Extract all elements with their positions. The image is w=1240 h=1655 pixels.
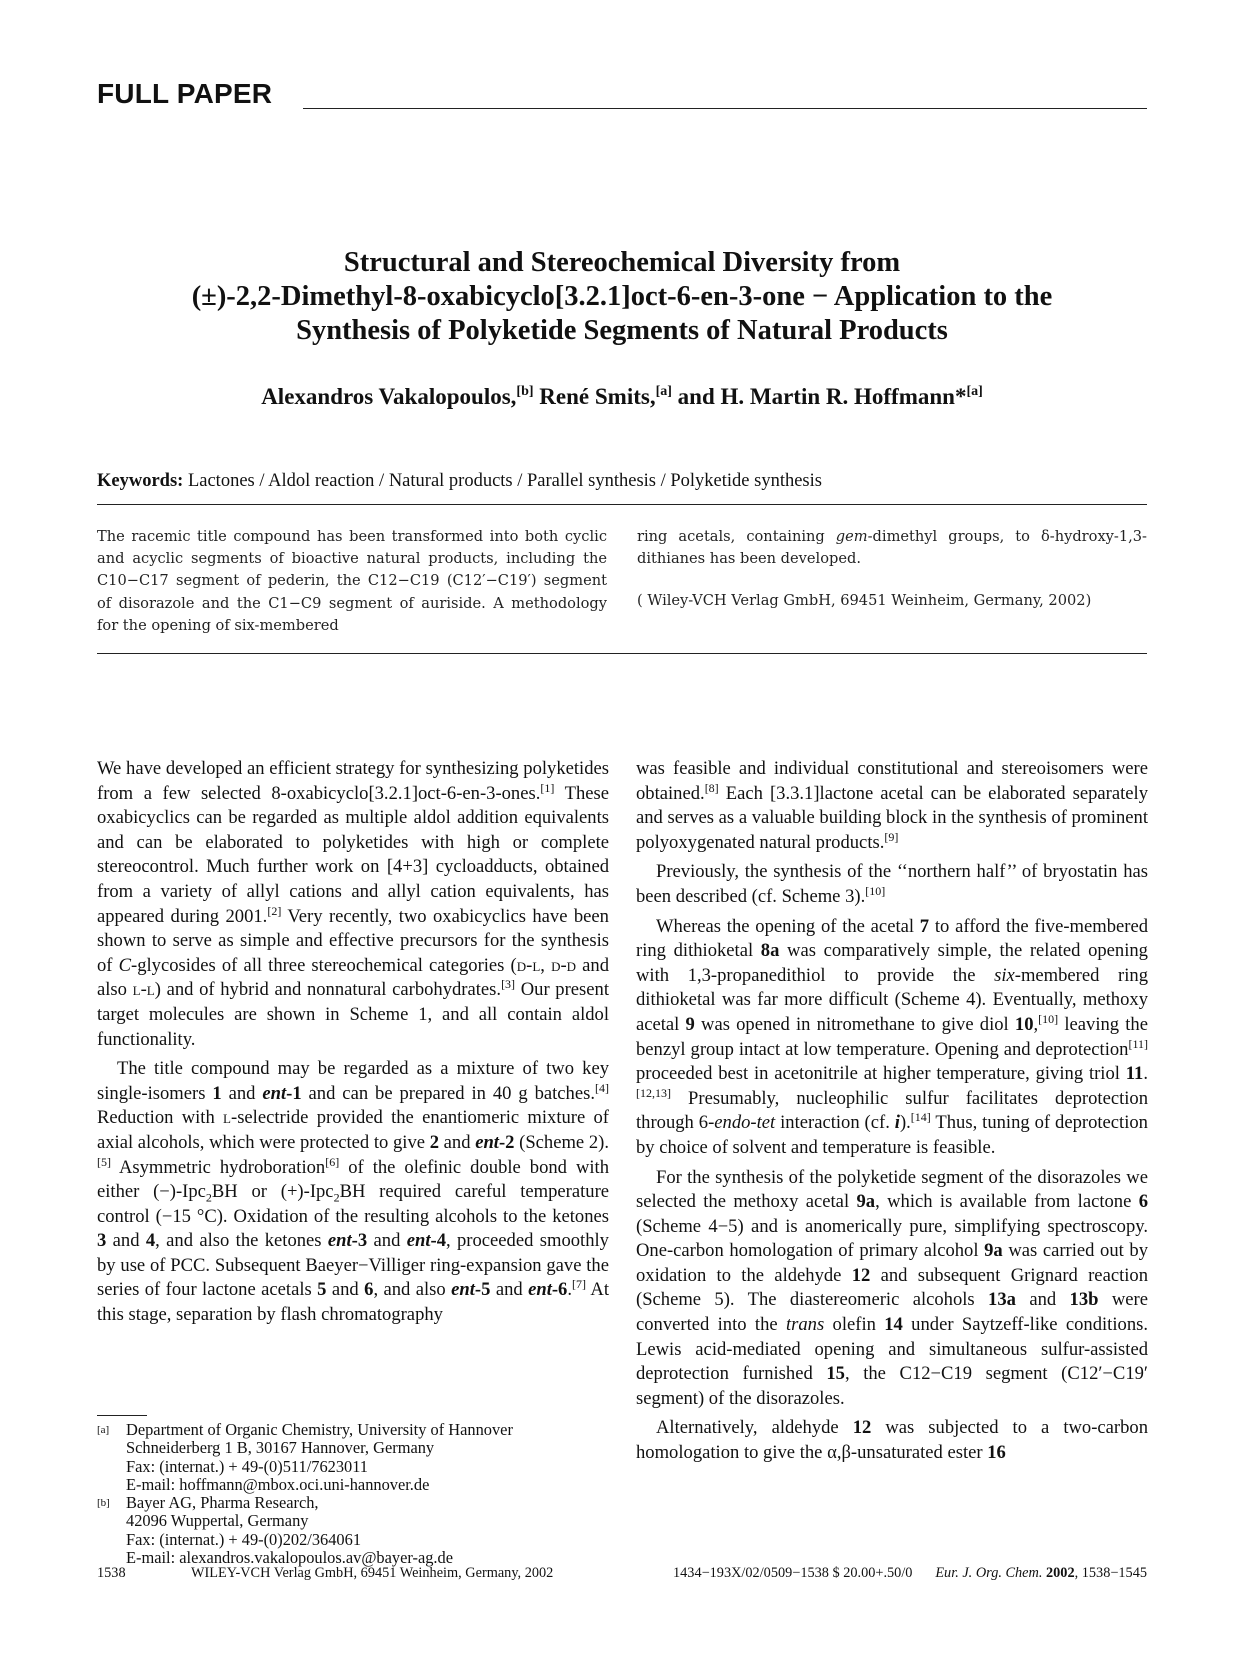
body-paragraph: Previously, the synthesis of the ‘‘northern half’’ of bryostatin has been described (cf. Scheme 3).[10] bbox=[636, 861, 1148, 907]
paper-title bbox=[97, 246, 1147, 348]
footnote-rule bbox=[97, 1415, 147, 1416]
author-3: H. Martin R. Hoffmann* bbox=[720, 384, 967, 409]
body-paragraph: We have developed an efficient strategy for synthesizing polyketides from a few selected 8-oxabicyclo[3.2.1]oct-6-en-3-ones.[1] These oxabicyclics can be regarded as multiple aldol addition equivalents and can be elaborated to polyketides with high or complete stereocontrol. Much further work on [4+3] cycloadducts, obtained from a variety of allyl cations and allyl cation equivalents, has appeared during 2001.[2] Very recently, two oxabicyclics have been shown to serve as simple and effective precursors for the synthesis of C-glycosides of all three stereochemical categories (d-l, d-d and also l-l) and of hybrid and nonnatural carbohydrates.[3] Our present target molecules are shown in Scheme 1, and all contain aldol functionality. bbox=[97, 758, 610, 1050]
footnote-mark: [b] bbox=[97, 1497, 110, 1510]
abstract-bottom-rule bbox=[97, 653, 1147, 654]
section-label: FULL PAPER bbox=[97, 78, 273, 109]
title-line-2: (±)-2,2-Dimethyl-8-oxabicyclo[3.2.1]oct-6-en-3-one − Application to the bbox=[191, 281, 1053, 312]
author-list bbox=[97, 384, 1147, 410]
abstract-left-column bbox=[97, 526, 607, 637]
publisher-line: WILEY-VCH Verlag GmbH, 69451 Weinheim, Germany, 2002 bbox=[191, 1565, 554, 1581]
page-footer bbox=[97, 1565, 1147, 1585]
footnote-line: Fax: (internat.) + 49-(0)202/364061 bbox=[126, 1529, 362, 1549]
author-1: Alexandros Vakalopoulos, bbox=[261, 384, 517, 409]
abstract-right-column bbox=[637, 526, 1147, 613]
author-1-affiliation: [b] bbox=[516, 384, 534, 399]
issn-line: 1434−193X/02/0509−1538 $ 20.00+.50/0 bbox=[673, 1565, 913, 1581]
footnote-email[interactable]: E-mail: alexandros.vakalopoulos.av@bayer-ag.de bbox=[126, 1548, 453, 1568]
footnote-b bbox=[97, 1494, 617, 1567]
title-line-3: Synthesis of Polyketide Segments of Natural Products bbox=[296, 315, 948, 346]
running-header bbox=[97, 78, 1147, 112]
title-line-1: Structural and Stereochemical Diversity from bbox=[343, 247, 901, 278]
footnote-line: Fax: (internat.) + 49-(0)511/7623011 bbox=[126, 1456, 369, 1476]
footnote-line: Schneiderberg 1 B, 30167 Hannover, Germany bbox=[126, 1438, 435, 1458]
body-paragraph: The title compound may be regarded as a mixture of two key single-isomers 1 and ent-1 and can be prepared in 40 g batches.[4] Reduction with l-selectride provided the enantiomeric mixture of axial alcohols, which were protected to give 2 and ent-2 (Scheme 2).[5] Asymmetric hydroboration[6] of the olefinic double bond with either (−)-Ipc$_2$BH or (+)-Ipc$_2$BH required careful temperature control (−15 °C). Oxidation of the resulting alcohols to the ketones 3 and 4, and also the ketones ent-3 and ent-4, proceeded smoothly by use of PCC. Subsequent Baeyer−Villiger ring-expansion gave the series of four lactone acetals 5 and 6, and also ent-5 and ent-6.[7] At this stage, separation by flash chromatography bbox=[97, 1058, 610, 1326]
abstract-text-left: The racemic title compound has been transformed into both cyclic and acyclic segments of bioactive natural products, including the C10−C17 segment of pederin, the C12−C19 (C12′−C19′) segment of disorazole and the C1−C9 segment of auriside. A methodology for the opening of six-membered bbox=[97, 528, 607, 634]
abstract-top-rule bbox=[97, 504, 1147, 505]
affiliation-footnotes bbox=[97, 1421, 617, 1567]
author-3-affiliation: [a] bbox=[966, 384, 983, 399]
body-paragraph: For the synthesis of the polyketide segment of the disorazoles we selected the methoxy acetal 9a, which is available from lactone 6 (Scheme 4−5) and is anomerically pure, simplifying spectroscopy. One-carbon homologation of primary alcohol 9a was carried out by oxidation to the aldehyde 12 and subsequent Grignard reaction (Scheme 5). The diastereomeric alcohols 13a and 13b were converted into the trans olefin 14 under Saytzeff-like conditions. Lewis acid-mediated opening and simultaneous sulfur-assisted deprotection furnished 15, the C12−C19 segment (C12′−C19′ segment) of the disorazoles. bbox=[636, 1166, 1148, 1409]
body-paragraph: Alternatively, aldehyde 12 was subjected to a two-carbon homologation to give the α,β-unsaturated ester 16 bbox=[636, 1417, 1148, 1464]
footnote-a bbox=[97, 1421, 617, 1494]
author-2-affiliation: [a] bbox=[655, 384, 672, 399]
keywords-label: Keywords: bbox=[97, 471, 184, 491]
body-paragraph: Whereas the opening of the acetal 7 to afford the five-membered ring dithioketal 8a was comparatively simple, the related opening with 1,3-propanedithiol to provide the six-membered ring dithioketal was far more difficult (Scheme 4). Eventually, methoxy acetal 9 was opened in nitromethane to give diol 10,[10] leaving the benzyl group intact at low temperature. Opening and deprotection[11] proceeded best in acetonitrile at higher temperature, giving triol 11.[12,13] Presumably, nucleophilic sulfur facilitates deprotection through 6-endo-tet interaction (cf. i).[14] Thus, tuning of deprotection by choice of solvent and temperature is feasible. bbox=[636, 915, 1148, 1158]
keywords-text: Lactones / Aldol reaction / Natural products / Parallel synthesis / Polyketide synthesis bbox=[187, 471, 822, 491]
footnote-email[interactable]: E-mail: hoffmann@mbox.oci.uni-hannover.de bbox=[126, 1474, 430, 1494]
footnote-line: Bayer AG, Pharma Research, bbox=[126, 1493, 319, 1513]
footnote-line: 42096 Wuppertal, Germany bbox=[126, 1511, 309, 1531]
copyright-note: ( Wiley-VCH Verlag GmbH, 69451 Weinheim, Germany, 2002) bbox=[637, 592, 1092, 610]
journal-reference: Eur. J. Org. Chem. 2002, 1538−1545 bbox=[935, 1565, 1147, 1581]
body-left-column bbox=[97, 757, 609, 1333]
body-paragraph: was feasible and individual constitutional and stereoisomers were obtained.[8] Each [3.3.1]lactone acetal can be elaborated separately and serves as a valuable building block in the synthesis of prominent polyoxygenated natural products.[9] bbox=[636, 758, 1148, 853]
abstract-text-right: ring acetals, containing gem-dimethyl groups, to δ-hydroxy-1,3-dithianes has been developed. bbox=[637, 528, 1147, 568]
footnote-mark: [a] bbox=[97, 1424, 110, 1436]
header-rule bbox=[303, 108, 1147, 109]
author-2: René Smits, bbox=[539, 384, 656, 409]
footnote-line: Department of Organic Chemistry, University of Hannover bbox=[126, 1420, 513, 1439]
body-right-column bbox=[636, 757, 1148, 1471]
author-connector: and bbox=[677, 384, 715, 409]
page-number: 1538 bbox=[97, 1565, 126, 1581]
keywords bbox=[97, 471, 1147, 492]
